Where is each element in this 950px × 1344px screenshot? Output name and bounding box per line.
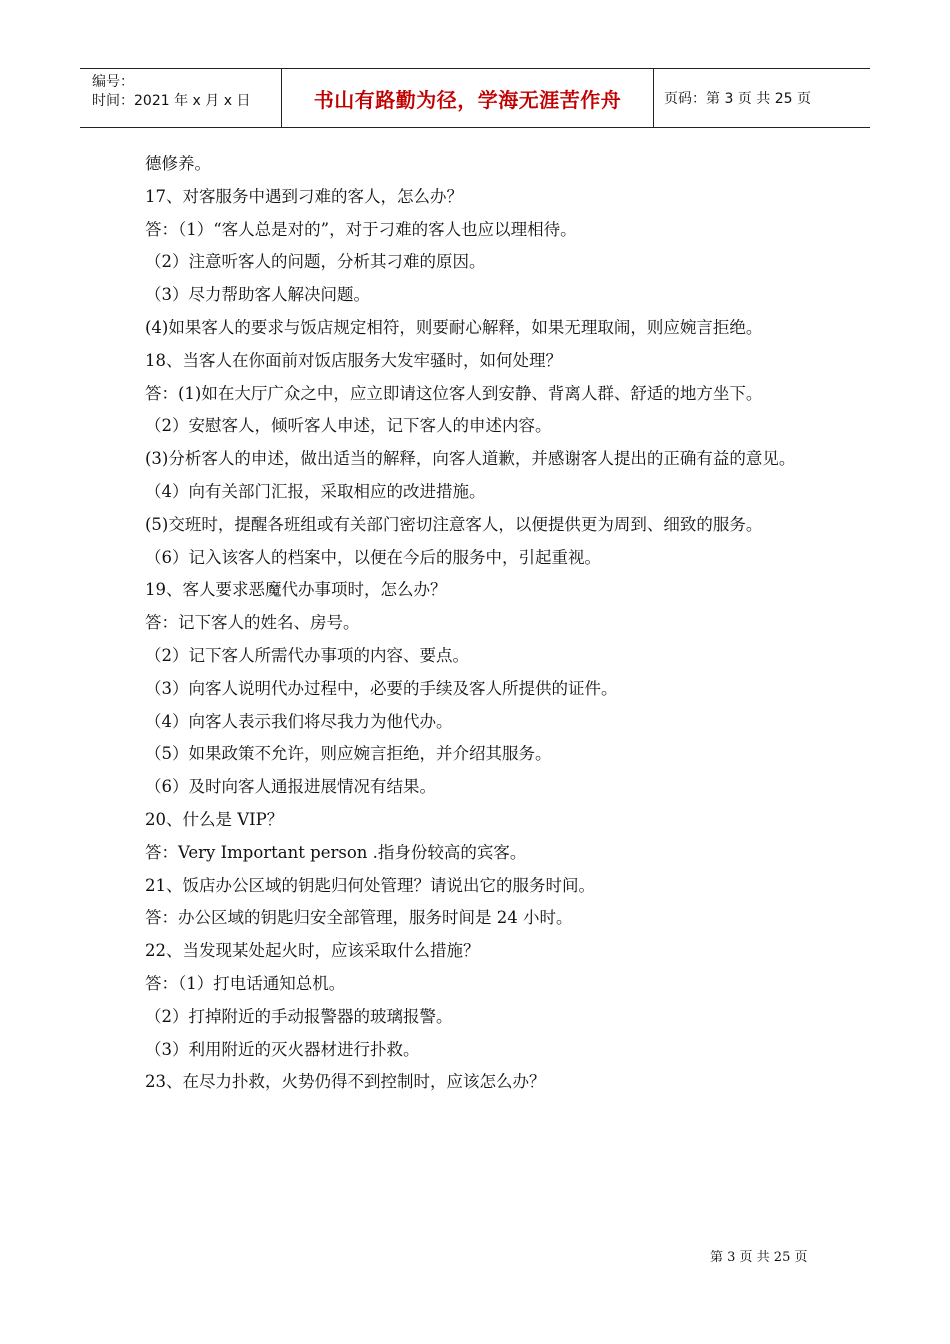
answer-line: 答：办公区域的钥匙归安全部管理，服务时间是 24 小时。 bbox=[145, 908, 573, 928]
answer-line: 答：Very Important person .指身份较高的宾客。 bbox=[145, 842, 527, 862]
answer-line: （4）向客人表示我们将尽我力为他代办。 bbox=[145, 711, 453, 731]
text-line: 德修养。 bbox=[145, 154, 211, 173]
question-line: 18、当客人在你面前对饭店服务大发牢骚时，如何处理？ bbox=[145, 350, 562, 370]
question-line: 17、对客服务中遇到刁难的客人，怎么办？ bbox=[145, 186, 463, 206]
header-meta bbox=[80, 69, 282, 127]
answer-line: （2）注意听客人的问题，分析其刁难的原因。 bbox=[145, 252, 486, 272]
answer-line: （2）记下客人所需代办事项的内容、要点。 bbox=[145, 645, 469, 665]
question-line: 22、当发现某处起火时，应该采取什么措施？ bbox=[145, 941, 480, 961]
question-line: 21、饭店办公区域的钥匙归何处管理？请说出它的服务时间。 bbox=[145, 875, 595, 895]
answer-line: （3）利用附近的灭火器材进行扑救。 bbox=[145, 1039, 420, 1059]
answer-line: (4)如果客人的要求与饭店规定相符，则要耐心解释，如果无理取闹，则应婉言拒绝。 bbox=[145, 317, 763, 337]
answer-line: （6）及时向客人通报进展情况有结果。 bbox=[145, 777, 436, 797]
page-footer: 第 3 页 共 25 页 bbox=[710, 1250, 808, 1265]
question-line: 19、客人要求恶魔代办事项时，怎么办？ bbox=[145, 580, 447, 600]
answer-line: (3)分析客人的申述，做出适当的解释，向客人道歉，并感谢客人提出的正确有益的意见。 bbox=[145, 449, 796, 469]
answer-line: （3）向客人说明代办过程中，必要的手续及客人所提供的证件。 bbox=[145, 678, 618, 698]
answer-line: （3）尽力帮助客人解决问题。 bbox=[145, 285, 370, 305]
answer-line: （2）打掉附近的手动报警器的玻璃报警。 bbox=[145, 1006, 453, 1026]
answer-line: 答：（1）打电话通知总机。 bbox=[145, 973, 346, 993]
page-header bbox=[80, 68, 870, 128]
question-line: 23、在尽力扑救，火势仍得不到控制时，应该怎么办？ bbox=[145, 1072, 546, 1092]
code-label: 编号： bbox=[92, 74, 134, 90]
header-page-number: 页码：第 3 页 共 25 页 bbox=[664, 91, 811, 107]
answer-line: (5)交班时，提醒各班组或有关部门密切注意客人，以便提供更为周到、细致的服务。 bbox=[145, 514, 763, 534]
answer-line: （4）向有关部门汇报，采取相应的改进措施。 bbox=[145, 481, 486, 501]
answer-line: 答：(1)如在大厅广众之中，应立即请这位客人到安静、背离人群、舒适的地方坐下。 bbox=[145, 383, 763, 403]
time-label: 时间：2021 年 x 月 x 日 bbox=[92, 93, 251, 109]
answer-line: 答：记下客人的姓名、房号。 bbox=[145, 613, 360, 633]
answer-line: 答：（1）“客人总是对的”，对于刁难的客人也应以理相待。 bbox=[145, 219, 577, 239]
answer-line: （5）如果政策不允许，则应婉言拒绝，并介绍其服务。 bbox=[145, 744, 552, 764]
header-motto: 书山有路勤为径，学海无涯苦作舟 bbox=[282, 69, 654, 127]
document-body bbox=[145, 148, 810, 1099]
question-line: 20、什么是 VIP？ bbox=[145, 809, 284, 829]
answer-line: （6）记入该客人的档案中，以便在今后的服务中，引起重视。 bbox=[145, 547, 601, 567]
answer-line: （2）安慰客人，倾听客人申述，记下客人的申述内容。 bbox=[145, 416, 552, 436]
